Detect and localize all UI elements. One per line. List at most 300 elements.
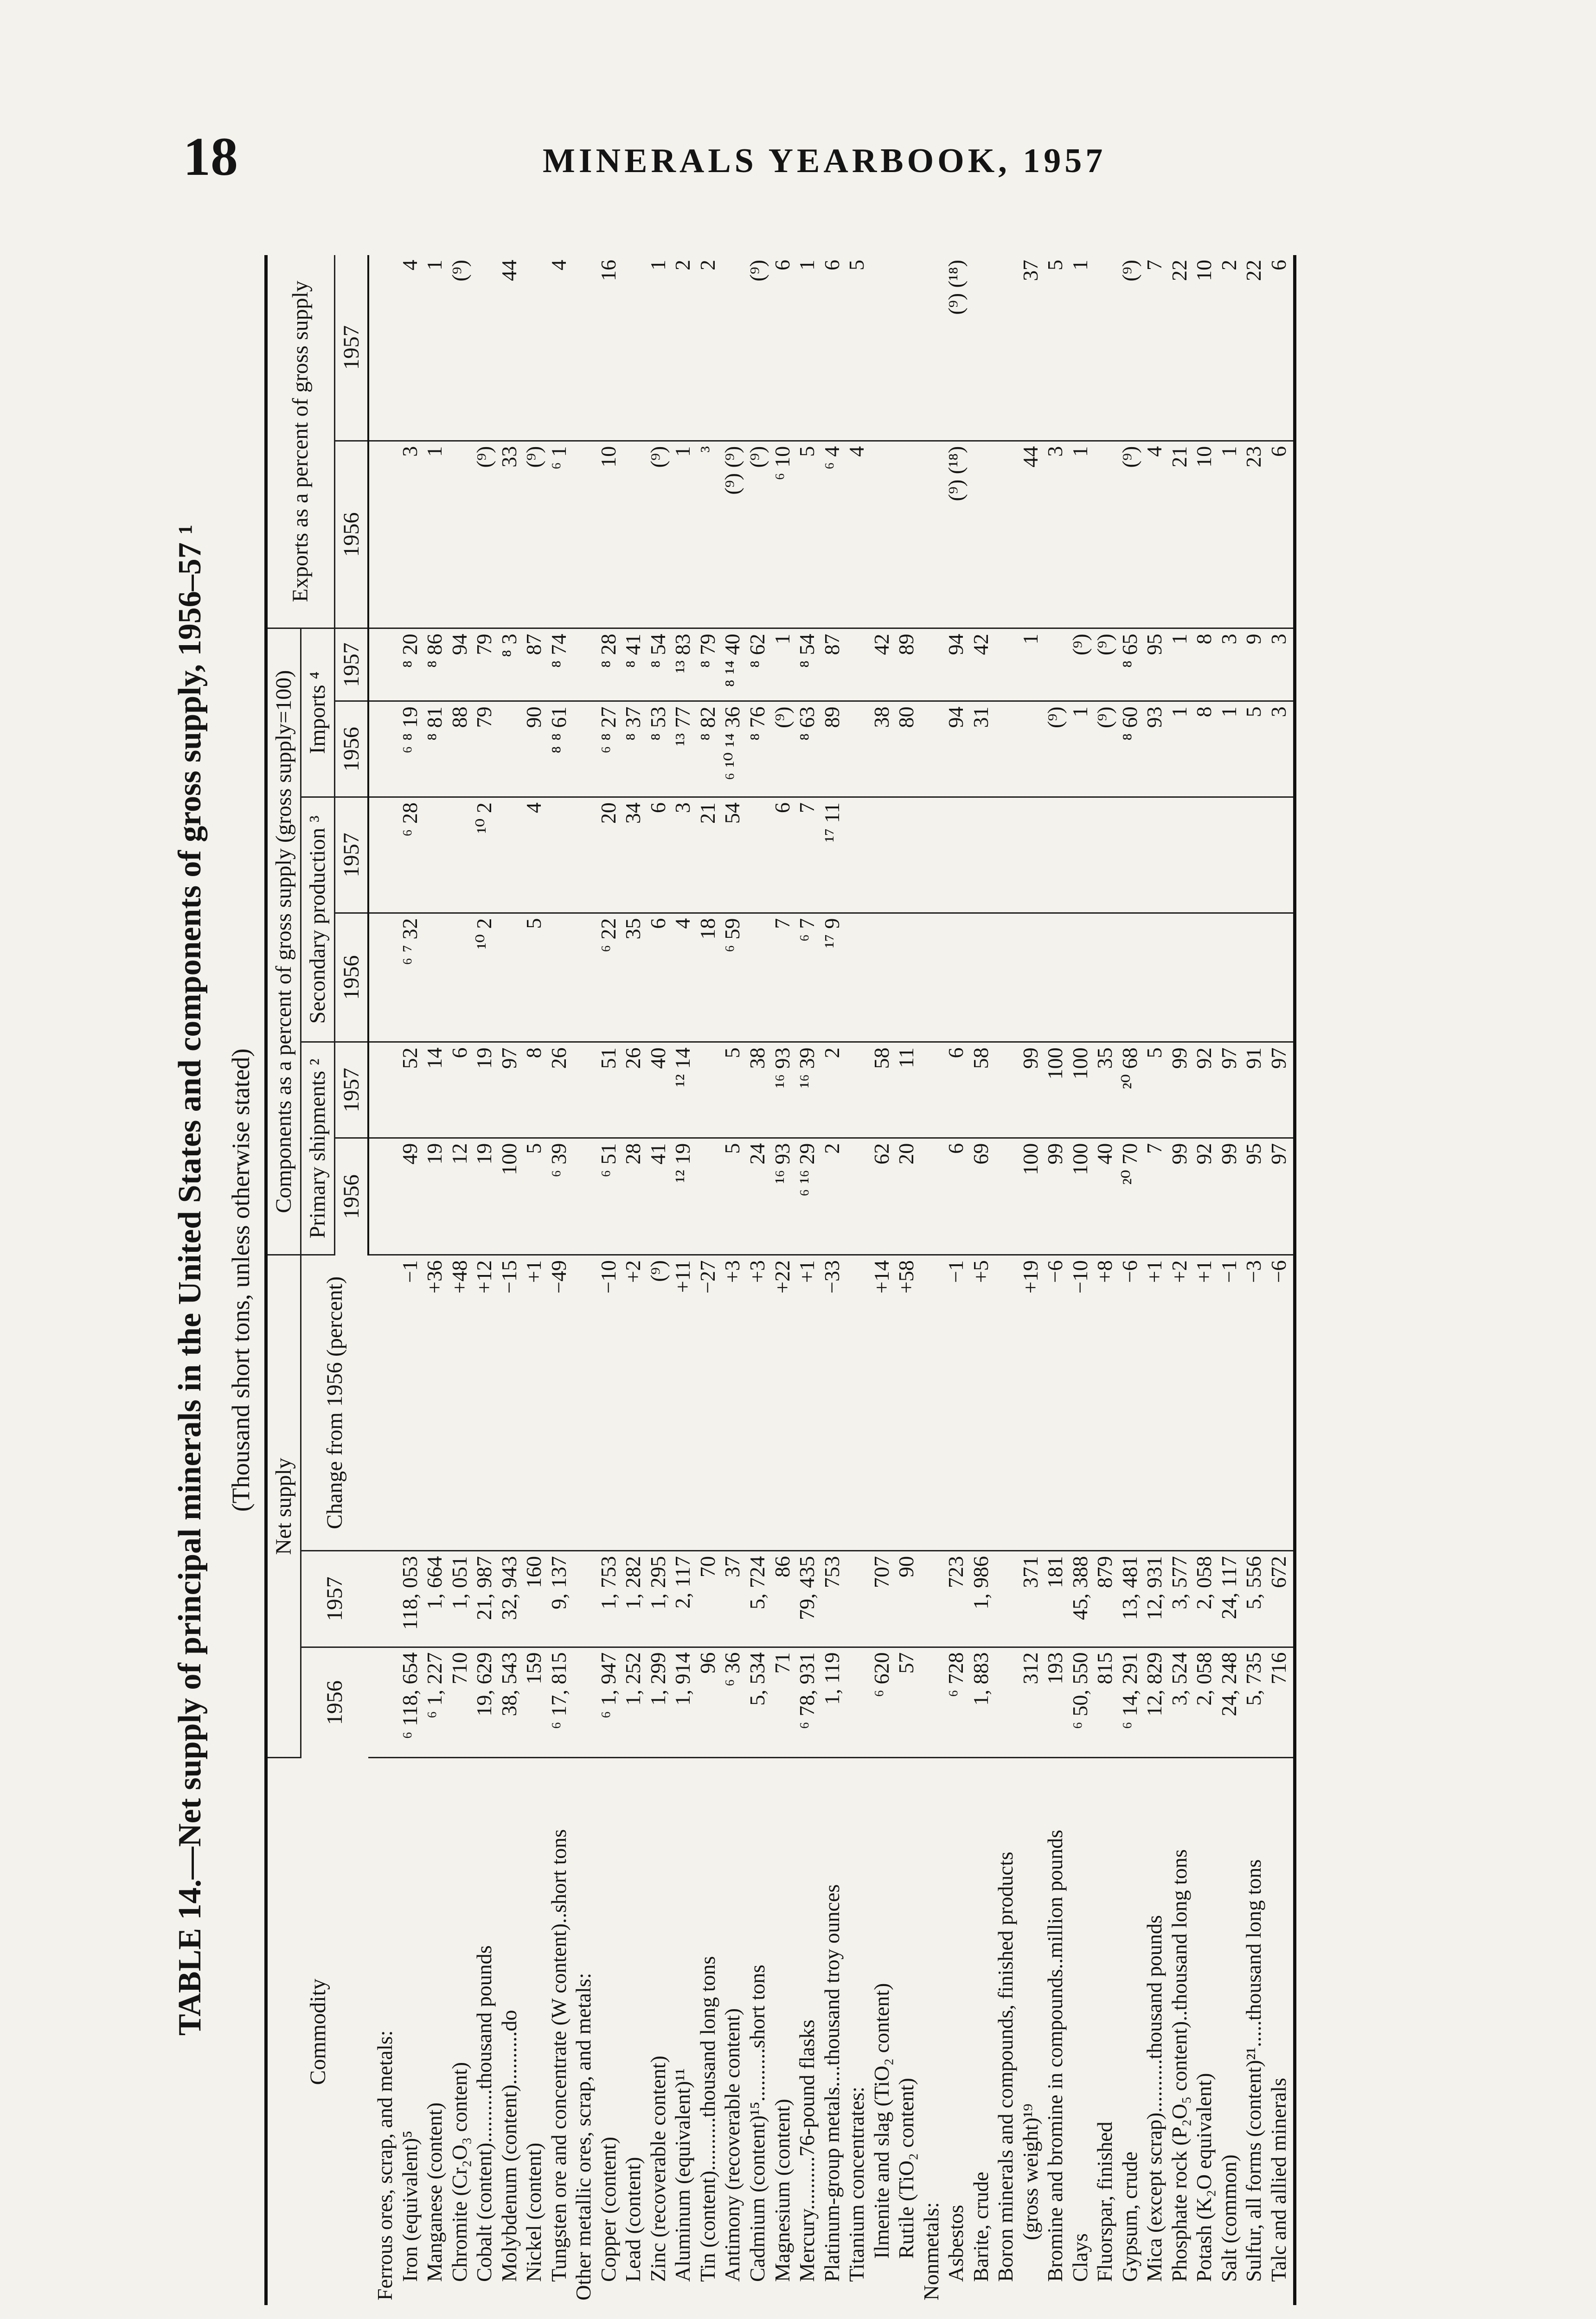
table-cell: ⁶ 1 xyxy=(546,441,571,628)
table-cell: ⁸ 76 xyxy=(745,701,770,797)
header-exports-1956: 1956 xyxy=(334,441,368,628)
table-cell: 1, 282 xyxy=(621,1550,646,1647)
table-cell: 40 xyxy=(646,1042,671,1138)
table-cell: 1, 664 xyxy=(422,1550,447,1647)
table-cell xyxy=(993,797,1018,913)
header-imports-1956: 1956 xyxy=(334,701,368,797)
table-cell xyxy=(1018,701,1043,797)
table-row xyxy=(447,255,472,2305)
table-cell: 90 xyxy=(894,1550,919,1647)
table-cell: 6 xyxy=(943,1138,968,1255)
table-cell xyxy=(993,1042,1018,1138)
table-cell xyxy=(919,797,944,913)
table-cell: (⁹) xyxy=(1117,255,1142,441)
table-cell: +12 xyxy=(472,1255,497,1551)
table-cell: 38, 543 xyxy=(497,1647,522,1758)
table-cell: −15 xyxy=(497,1255,522,1551)
table-cell: ⁸ 54 xyxy=(795,628,820,701)
table-cell: 54 xyxy=(720,797,745,913)
table-cell: ¹³ 83 xyxy=(670,628,695,701)
table-cell: 1, 051 xyxy=(447,1550,472,1647)
table-cell: 3 xyxy=(1266,701,1295,797)
table-cell: ⁸ 65 xyxy=(1117,628,1142,701)
header-components: Components as a percent of gross supply (gross supply=100) xyxy=(266,628,301,1255)
header-secondary-1957: 1957 xyxy=(334,797,368,913)
table-cell: ⁶ 1, 227 xyxy=(422,1647,447,1758)
table-cell xyxy=(1192,913,1217,1042)
table-cell xyxy=(745,913,770,1042)
table-cell: ¹² 14 xyxy=(670,1042,695,1138)
table-row xyxy=(546,255,571,2305)
table-cell: +14 xyxy=(869,1255,894,1551)
table-cell: 5 xyxy=(795,441,820,628)
table-cell: 5, 556 xyxy=(1241,1550,1266,1647)
commodity-label: Ferrous ores, scrap, and metals: xyxy=(373,2030,397,2300)
table-cell: 20 xyxy=(894,1138,919,1255)
header-imports: Imports ⁴ xyxy=(301,628,334,797)
table-row xyxy=(670,255,695,2305)
table-cell: ⁸ ⁸ 61 xyxy=(546,701,571,797)
table-cell: ⁸ 53 xyxy=(646,701,671,797)
table-cell xyxy=(368,1550,397,1647)
table-cell: 69 xyxy=(968,1138,993,1255)
table-cell: 1, 914 xyxy=(670,1647,695,1758)
table-cell xyxy=(919,1042,944,1138)
table-cell: 1 xyxy=(1167,701,1192,797)
table-cell: ⁶ 36 xyxy=(720,1647,745,1758)
table-row xyxy=(943,255,968,2305)
table-cell: 159 xyxy=(521,1647,546,1758)
table-cell: 7 xyxy=(1142,255,1167,441)
table-cell: ⁶ ⁸ 19 xyxy=(397,701,423,797)
table-cell xyxy=(695,1042,720,1138)
table-cell: 10 xyxy=(1192,255,1217,441)
table-cell xyxy=(919,701,944,797)
table-cell: 1 xyxy=(1068,441,1093,628)
table-cell: 6 xyxy=(646,797,671,913)
header-net-1956: 1956 xyxy=(301,1647,368,1758)
table-row xyxy=(795,255,820,2305)
table-cell: 2 xyxy=(670,255,695,441)
table-cell xyxy=(368,1042,397,1138)
table-cell: 94 xyxy=(447,628,472,701)
table-subtitle: (Thousand short tons, unless otherwise stated) xyxy=(227,1048,255,1512)
table-cell: 97 xyxy=(1266,1138,1295,1255)
table-cell: 96 xyxy=(695,1647,720,1758)
table-row xyxy=(869,255,894,2305)
table-cell xyxy=(546,913,571,1042)
table-cell: 6 xyxy=(943,1042,968,1138)
table-cell xyxy=(1142,797,1167,913)
commodity-label: Bromine and bromine in compounds..million pounds xyxy=(1043,1830,1067,2282)
commodity-label: Rutile (TiO₂ content) xyxy=(894,2078,918,2259)
table-cell xyxy=(571,441,596,628)
table-cell: 3 xyxy=(397,441,423,628)
table-cell xyxy=(993,1550,1018,1647)
table-cell xyxy=(1217,797,1242,913)
table-cell: ⁸ 79 xyxy=(695,628,720,701)
commodity-label: Barite, crude xyxy=(968,2172,993,2282)
table-cell: ⁶ 39 xyxy=(546,1138,571,1255)
table-cell xyxy=(993,628,1018,701)
table-cell xyxy=(1241,797,1266,913)
table-row xyxy=(1068,255,1093,2305)
table-cell: 13, 481 xyxy=(1117,1550,1142,1647)
table-cell: (⁹) xyxy=(1092,701,1117,797)
table-cell: ⁶ ⁷ 32 xyxy=(397,913,423,1042)
table-cell: 1, 295 xyxy=(646,1550,671,1647)
table-cell: ¹³ 77 xyxy=(670,701,695,797)
table-cell: ⁶ 7 xyxy=(795,913,820,1042)
table-cell: 99 xyxy=(1043,1138,1068,1255)
commodity-label: Molybdenum (content)..........do xyxy=(497,2010,521,2282)
table-row xyxy=(621,255,646,2305)
table-cell: 100 xyxy=(1018,1138,1043,1255)
table-cell xyxy=(1068,913,1093,1042)
table-cell: 4 xyxy=(670,913,695,1042)
table-cell: 45, 388 xyxy=(1068,1550,1093,1647)
table-cell: ⁶ 59 xyxy=(720,913,745,1042)
table-cell: 4 xyxy=(844,441,869,628)
table-cell: ³ xyxy=(695,441,720,628)
table-cell xyxy=(844,1647,869,1758)
table-cell xyxy=(472,255,497,441)
table-cell xyxy=(1043,797,1068,913)
table-row xyxy=(1266,255,1295,2305)
table-row xyxy=(1092,255,1117,2305)
table-cell: (⁹) (⁹) xyxy=(720,441,745,628)
table-cell: +5 xyxy=(968,1255,993,1551)
table-cell: 97 xyxy=(497,1042,522,1138)
table-cell: 1 xyxy=(422,441,447,628)
table-cell: (⁹) xyxy=(745,441,770,628)
table-cell: 3 xyxy=(1043,441,1068,628)
table-cell: 34 xyxy=(621,797,646,913)
table-cell: ¹² 19 xyxy=(670,1138,695,1255)
table-cell xyxy=(894,913,919,1042)
table-row xyxy=(844,255,869,2305)
table-cell xyxy=(497,701,522,797)
table-cell xyxy=(968,441,993,628)
table-cell: ⁶ 50, 550 xyxy=(1068,1647,1093,1758)
table-cell: 1, 883 xyxy=(968,1647,993,1758)
table-cell: 1 xyxy=(1068,255,1093,441)
table-cell: 90 xyxy=(521,701,546,797)
table-cell xyxy=(521,255,546,441)
table-cell xyxy=(919,1550,944,1647)
table-cell: 4 xyxy=(521,797,546,913)
table-cell xyxy=(368,1647,397,1758)
table-cell: 753 xyxy=(820,1550,845,1647)
table-cell: 5 xyxy=(720,1138,745,1255)
commodity-label: Gypsum, crude xyxy=(1117,2151,1141,2282)
table-cell: ⁸ 28 xyxy=(596,628,621,701)
table-cell: (⁹) xyxy=(1043,701,1068,797)
table-cell: 35 xyxy=(1092,1042,1117,1138)
table-row xyxy=(1167,255,1192,2305)
table-row xyxy=(919,255,944,2305)
table-cell: 312 xyxy=(1018,1647,1043,1758)
table-cell: −10 xyxy=(596,1255,621,1551)
table-cell: 97 xyxy=(1266,1042,1295,1138)
table-row xyxy=(745,255,770,2305)
table-cell: 100 xyxy=(1068,1138,1093,1255)
table-cell: 181 xyxy=(1043,1550,1068,1647)
table-cell: 19, 629 xyxy=(472,1647,497,1758)
table-cell xyxy=(368,797,397,913)
commodity-label: Tungsten ore and concentrate (W content)..short tons xyxy=(546,1829,570,2282)
commodity-label: Mercury..........76-pound flasks xyxy=(795,2019,819,2282)
table-row xyxy=(1241,255,1266,2305)
table-cell xyxy=(844,797,869,913)
table-cell: 8 xyxy=(1192,628,1217,701)
commodity-label: Chromite (Cr₂O₃ content) xyxy=(447,2062,471,2282)
table-cell: 707 xyxy=(869,1550,894,1647)
table-cell: 79 xyxy=(472,628,497,701)
table-row xyxy=(397,255,423,2305)
table-cell: 99 xyxy=(1018,1042,1043,1138)
table-cell: ⁸ 63 xyxy=(795,701,820,797)
table-cell xyxy=(571,255,596,441)
table-cell: 11 xyxy=(894,1042,919,1138)
table-cell: 49 xyxy=(397,1138,423,1255)
table-cell: 2 xyxy=(820,1042,845,1138)
table-cell xyxy=(1092,255,1117,441)
table-cell: 22 xyxy=(1167,255,1192,441)
table-cell xyxy=(968,797,993,913)
table-cell xyxy=(695,1138,720,1255)
table-cell: 24, 117 xyxy=(1217,1550,1242,1647)
table-cell xyxy=(844,1138,869,1255)
table-cell xyxy=(422,913,447,1042)
table-cell: 52 xyxy=(397,1042,423,1138)
table-cell: 42 xyxy=(968,628,993,701)
table-cell: 2, 117 xyxy=(670,1550,695,1647)
table-cell: ¹⁶ 93 xyxy=(770,1138,795,1255)
commodity-label: Asbestos xyxy=(944,2204,968,2282)
table-cell xyxy=(1092,441,1117,628)
table-cell: 19 xyxy=(472,1042,497,1138)
table-cell xyxy=(1117,913,1142,1042)
table-cell xyxy=(571,797,596,913)
table-cell: 2 xyxy=(695,255,720,441)
table-cell: −1 xyxy=(1217,1255,1242,1551)
table-cell: −1 xyxy=(397,1255,423,1551)
table-cell xyxy=(968,913,993,1042)
table-cell xyxy=(894,441,919,628)
table-cell: 4 xyxy=(1142,441,1167,628)
table-cell: 86 xyxy=(770,1550,795,1647)
commodity-label: Titanium concentrates: xyxy=(845,2086,869,2282)
table-cell: +2 xyxy=(621,1255,646,1551)
table-cell: +58 xyxy=(894,1255,919,1551)
table-cell: 5 xyxy=(720,1042,745,1138)
table-cell: 7 xyxy=(1142,1138,1167,1255)
table-cell: ¹⁰ 2 xyxy=(472,913,497,1042)
table-cell xyxy=(993,255,1018,441)
table-cell xyxy=(1142,913,1167,1042)
table-cell: 8 xyxy=(521,1042,546,1138)
table-cell: ⁸ 81 xyxy=(422,701,447,797)
table-cell: 7 xyxy=(795,797,820,913)
table-cell: ⁸ 86 xyxy=(422,628,447,701)
table-cell: 21 xyxy=(1167,441,1192,628)
table-cell: 93 xyxy=(1142,701,1167,797)
table-cell: 879 xyxy=(1092,1550,1117,1647)
table-cell: 99 xyxy=(1217,1138,1242,1255)
table-cell: (⁹) xyxy=(745,255,770,441)
table-cell: 37 xyxy=(720,1550,745,1647)
table-cell xyxy=(368,701,397,797)
table-cell xyxy=(844,1550,869,1647)
table-cell: ⁸ 60 xyxy=(1117,701,1142,797)
table-cell: 100 xyxy=(1068,1042,1093,1138)
table-row xyxy=(770,255,795,2305)
table-cell: ¹⁰ 2 xyxy=(472,797,497,913)
table-cell: (⁹) xyxy=(770,701,795,797)
table-cell: −27 xyxy=(695,1255,720,1551)
table-cell: 71 xyxy=(770,1647,795,1758)
table-cell: 21 xyxy=(695,797,720,913)
table-cell xyxy=(571,1138,596,1255)
table-cell xyxy=(1167,913,1192,1042)
table-cell: 9 xyxy=(1241,628,1266,701)
table-cell: 5 xyxy=(521,1138,546,1255)
table-cell: ⁸ 3 xyxy=(497,628,522,701)
table-cell: 57 xyxy=(894,1647,919,1758)
table-cell: 100 xyxy=(497,1138,522,1255)
table-cell: 6 xyxy=(770,797,795,913)
table-cell: +1 xyxy=(795,1255,820,1551)
table-cell xyxy=(1266,797,1295,913)
table-row xyxy=(1117,255,1142,2305)
table-cell: 44 xyxy=(497,255,522,441)
table-cell: ¹⁷ 9 xyxy=(820,913,845,1042)
table-cell: 5 xyxy=(521,913,546,1042)
commodity-label: Manganese (content) xyxy=(423,2102,447,2282)
supply-table xyxy=(264,255,1296,2305)
table-cell: 5, 735 xyxy=(1241,1647,1266,1758)
commodity-label: Sulfur, all forms (content)²¹.....thousand long tons xyxy=(1242,1859,1266,2282)
table-cell xyxy=(1217,913,1242,1042)
table-cell: 1 xyxy=(1217,701,1242,797)
table-cell: 88 xyxy=(447,701,472,797)
table-row xyxy=(1142,255,1167,2305)
table-cell: 2, 058 xyxy=(1192,1550,1217,1647)
table-cell: 9, 137 xyxy=(546,1550,571,1647)
table-cell xyxy=(844,913,869,1042)
table-row xyxy=(521,255,546,2305)
table-cell xyxy=(368,255,397,441)
table-cell xyxy=(571,1647,596,1758)
table-cell: 92 xyxy=(1192,1042,1217,1138)
table-cell: 19 xyxy=(472,1138,497,1255)
table-cell: ⁶ 14, 291 xyxy=(1117,1647,1142,1758)
table-cell: 58 xyxy=(869,1042,894,1138)
table-cell xyxy=(919,1138,944,1255)
header-change: Change from 1956 (percent) xyxy=(301,1255,368,1551)
table-cell: ⁶ 28 xyxy=(397,797,423,913)
table-cell: 5 xyxy=(1241,701,1266,797)
header-net-supply: Net supply xyxy=(266,1255,301,1758)
table-cell: ⁶ 1, 947 xyxy=(596,1647,621,1758)
table-cell xyxy=(1092,797,1117,913)
table-cell: 42 xyxy=(869,628,894,701)
table-cell: −49 xyxy=(546,1255,571,1551)
commodity-label: Tin (content)..........thousand long tons xyxy=(695,1956,719,2282)
table-cell: 6 xyxy=(770,255,795,441)
table-cell: 160 xyxy=(521,1550,546,1647)
table-cell: 89 xyxy=(820,701,845,797)
table-row xyxy=(1217,255,1242,2305)
table-cell: 1, 986 xyxy=(968,1550,993,1647)
table-cell: 2, 058 xyxy=(1192,1647,1217,1758)
table-cell xyxy=(571,1042,596,1138)
table-cell: 10 xyxy=(596,441,621,628)
commodity-label: (gross weight)¹⁹ xyxy=(1018,2103,1042,2240)
table-cell: 18 xyxy=(695,913,720,1042)
table-cell: +3 xyxy=(745,1255,770,1551)
table-cell: 7 xyxy=(770,913,795,1042)
header-imports-1957: 1957 xyxy=(334,628,368,701)
table-cell: ⁶ 118, 654 xyxy=(397,1647,423,1758)
table-cell: 24, 248 xyxy=(1217,1647,1242,1758)
table-cell: 12, 931 xyxy=(1142,1550,1167,1647)
table-cell xyxy=(844,628,869,701)
commodity-label: Mica (except scrap)..........thousand pounds xyxy=(1142,1915,1167,2282)
table-cell: 16 xyxy=(596,255,621,441)
table-cell: 1 xyxy=(1217,441,1242,628)
table-cell: −6 xyxy=(1266,1255,1295,1551)
table-cell xyxy=(1018,797,1043,913)
table-cell xyxy=(919,255,944,441)
commodity-label: Ilmenite and slag (TiO₂ content) xyxy=(869,1983,893,2259)
table-cell xyxy=(621,441,646,628)
table-cell: 38 xyxy=(869,701,894,797)
table-cell: ⁶ ¹⁶ 29 xyxy=(795,1138,820,1255)
table-cell: 1 xyxy=(670,441,695,628)
table-cell: +1 xyxy=(1192,1255,1217,1551)
table-cell: ⁸ 74 xyxy=(546,628,571,701)
table-cell: 193 xyxy=(1043,1647,1068,1758)
table-cell xyxy=(1068,797,1093,913)
table-cell: 35 xyxy=(621,913,646,1042)
table-cell xyxy=(368,628,397,701)
table-cell: ⁶ 4 xyxy=(820,441,845,628)
table-cell xyxy=(844,701,869,797)
commodity-label: Boron minerals and compounds, finished products xyxy=(993,1851,1018,2282)
table-title: TABLE 14.—Net supply of principal minerals in the United States and components of gross supply, 1956–57 ¹ xyxy=(172,524,208,2036)
table-cell: 31 xyxy=(968,701,993,797)
table-cell: ¹⁶ 39 xyxy=(795,1042,820,1138)
table-cell xyxy=(571,628,596,701)
table-cell: (⁹) xyxy=(1068,628,1093,701)
table-cell: 3, 577 xyxy=(1167,1550,1192,1647)
table-cell xyxy=(894,797,919,913)
table-row xyxy=(571,255,596,2305)
table-cell xyxy=(368,1255,397,1551)
table-header xyxy=(266,255,369,2305)
table-cell: 92 xyxy=(1192,1138,1217,1255)
commodity-label: Antimony (recoverable content) xyxy=(720,2008,744,2282)
table-cell: (⁹) xyxy=(521,441,546,628)
table-cell: 87 xyxy=(820,628,845,701)
table-cell: ⁸ ¹⁴ 40 xyxy=(720,628,745,701)
table-cell xyxy=(993,441,1018,628)
table-cell: 3 xyxy=(670,797,695,913)
table-cell: 20 xyxy=(596,797,621,913)
table-cell: +19 xyxy=(1018,1255,1043,1551)
